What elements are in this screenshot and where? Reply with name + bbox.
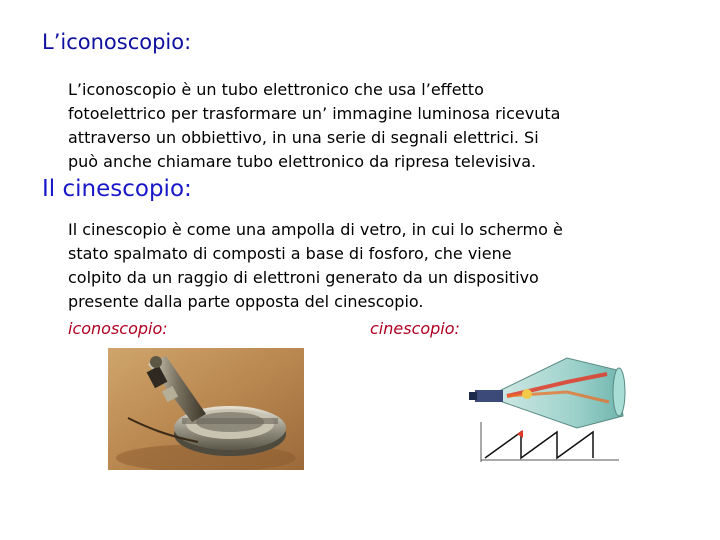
paragraph-line: L’iconoscopio è un tubo elettronico che usa l’effetto [68, 80, 484, 99]
iconoscope-photo [108, 348, 304, 470]
caption-cinescopio: cinescopio: [370, 319, 460, 338]
paragraph-line: presente dalla parte opposta del cinescopio. [68, 292, 424, 311]
heading-cinescopio: Il cinescopio: [42, 176, 192, 202]
caption-iconoscopio: iconoscopio: [68, 319, 168, 338]
paragraph-line: attraverso un obbiettivo, in una serie di segnali elettrici. Si [68, 128, 539, 147]
paragraph-line: può anche chiamare tubo elettronico da ripresa televisiva. [68, 152, 537, 171]
paragraph-line: fotoelettrico per trasformare un’ immagine luminosa ricevuta [68, 104, 561, 123]
paragraph-line: Il cinescopio è come una ampolla di vetro, in cui lo schermo è [68, 220, 563, 239]
cinescope-diagram [467, 352, 637, 470]
paragraph-cinescopio [68, 218, 708, 314]
paragraph-line: colpito da un raggio di elettroni generato da un dispositivo [68, 268, 539, 287]
paragraph-line: stato spalmato di composti a base di fosforo, che viene [68, 244, 512, 263]
paragraph-iconoscopio [68, 78, 708, 174]
heading-iconoscopio: L’iconoscopio: [42, 30, 192, 54]
